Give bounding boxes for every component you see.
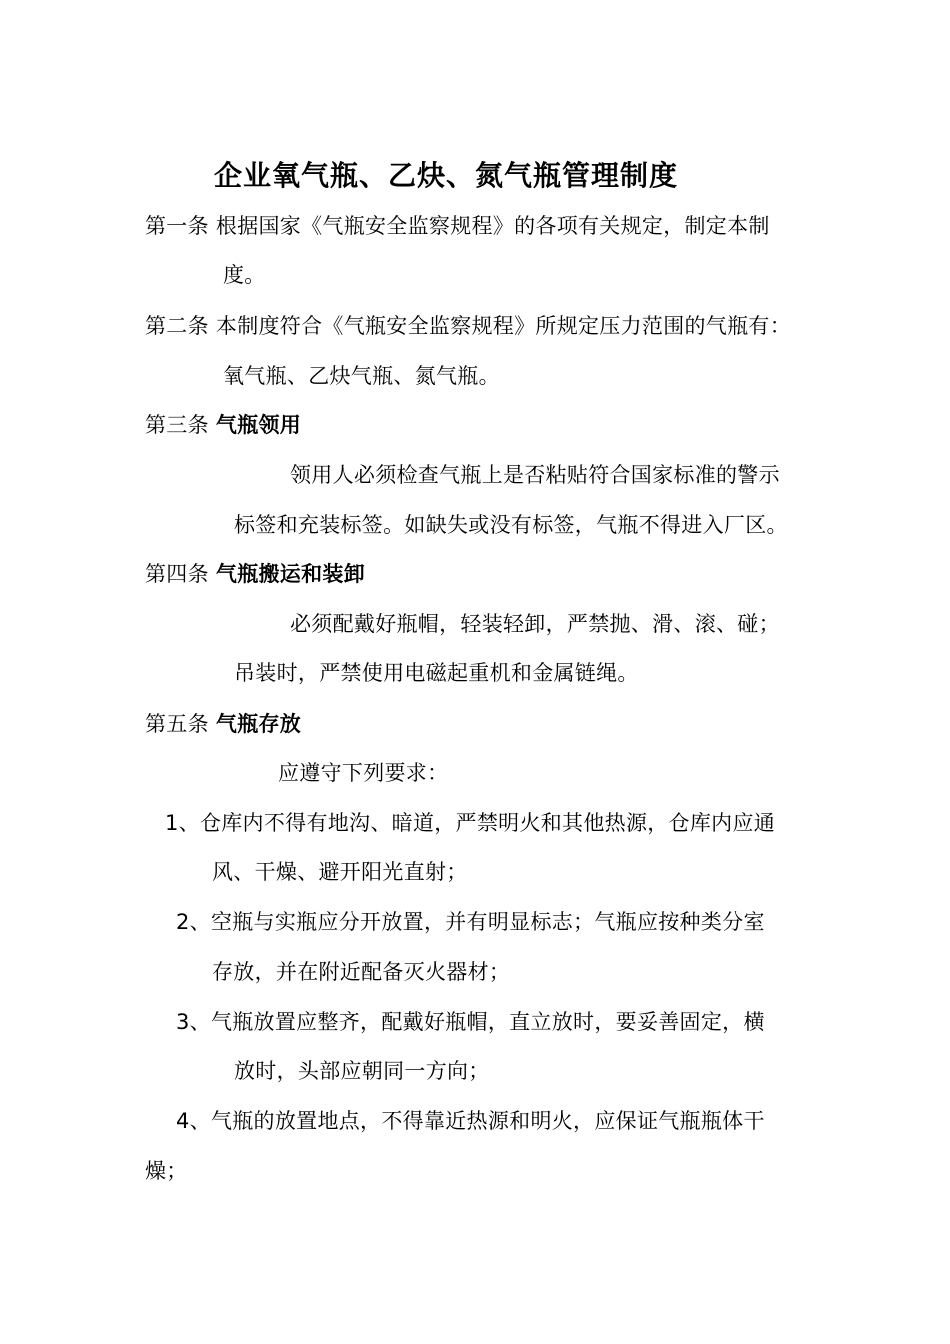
article-3-header [145, 410, 301, 440]
list-item-4-line-1: 4、气瓶的放置地点，不得靠近热源和明火，应保证气瓶瓶体干 [176, 1109, 765, 1133]
article-1-label: 第一条 [145, 214, 209, 238]
list-item-2-line-1: 2、空瓶与实瓶应分开放置，并有明显标志；气瓶应按种类分室 [176, 910, 765, 934]
list-item-1-line-1: 1、仓库内不得有地沟、暗道，严禁明火和其他热源，仓库内应通 [165, 811, 776, 835]
article-5-heading: 气瓶存放 [215, 712, 302, 736]
article-5-label: 第五条 [145, 712, 209, 736]
article-4-heading: 气瓶搬运和装卸 [215, 562, 365, 586]
article-5-header [145, 709, 301, 739]
article-4-line-1: 必须配戴好瓶帽，轻装轻卸，严禁抛、滑、滚、碰； [290, 612, 780, 636]
article-3-heading: 气瓶领用 [215, 413, 302, 437]
document-title: 企业氧气瓶、乙炔、氮气瓶管理制度 [213, 159, 678, 192]
article-1-line-1 [145, 211, 770, 241]
article-3-line-1: 领用人必须检查气瓶上是否粘贴符合国家标准的警示 [290, 463, 780, 487]
article-4-header [145, 559, 365, 589]
article-3-label: 第三条 [145, 413, 209, 437]
article-4-line-2: 吊装时，严禁使用电磁起重机和金属链绳。 [234, 661, 639, 685]
article-4-label: 第四条 [145, 562, 209, 586]
list-item-4-line-2: 燥； [145, 1159, 188, 1183]
article-2-label: 第二条 [145, 314, 209, 338]
article-1-continuation: 度。 [223, 263, 266, 287]
article-2-text: 本制度符合《气瓶安全监察规程》所规定压力范围的气瓶有： [215, 314, 791, 338]
article-2-continuation: 氧气瓶、乙炔气瓶、氮气瓶。 [223, 364, 500, 388]
list-item-1-line-2: 风、干燥、避开阳光直射； [212, 860, 468, 884]
list-item-3-line-1: 3、气瓶放置应整齐，配戴好瓶帽，直立放时，要妥善固定，横 [176, 1010, 765, 1034]
article-1-text: 根据国家《气瓶安全监察规程》的各项有关规定，制定本制 [215, 214, 770, 238]
list-item-3-line-2: 放时，头部应朝同一方向； [234, 1059, 490, 1083]
list-item-2-line-2: 存放，并在附近配备灭火器材； [212, 960, 511, 984]
article-2-line-1 [145, 311, 791, 341]
article-3-line-2: 标签和充装标签。如缺失或没有标签，气瓶不得进入厂区。 [234, 513, 788, 537]
article-5-intro: 应遵守下列要求： [278, 761, 449, 785]
